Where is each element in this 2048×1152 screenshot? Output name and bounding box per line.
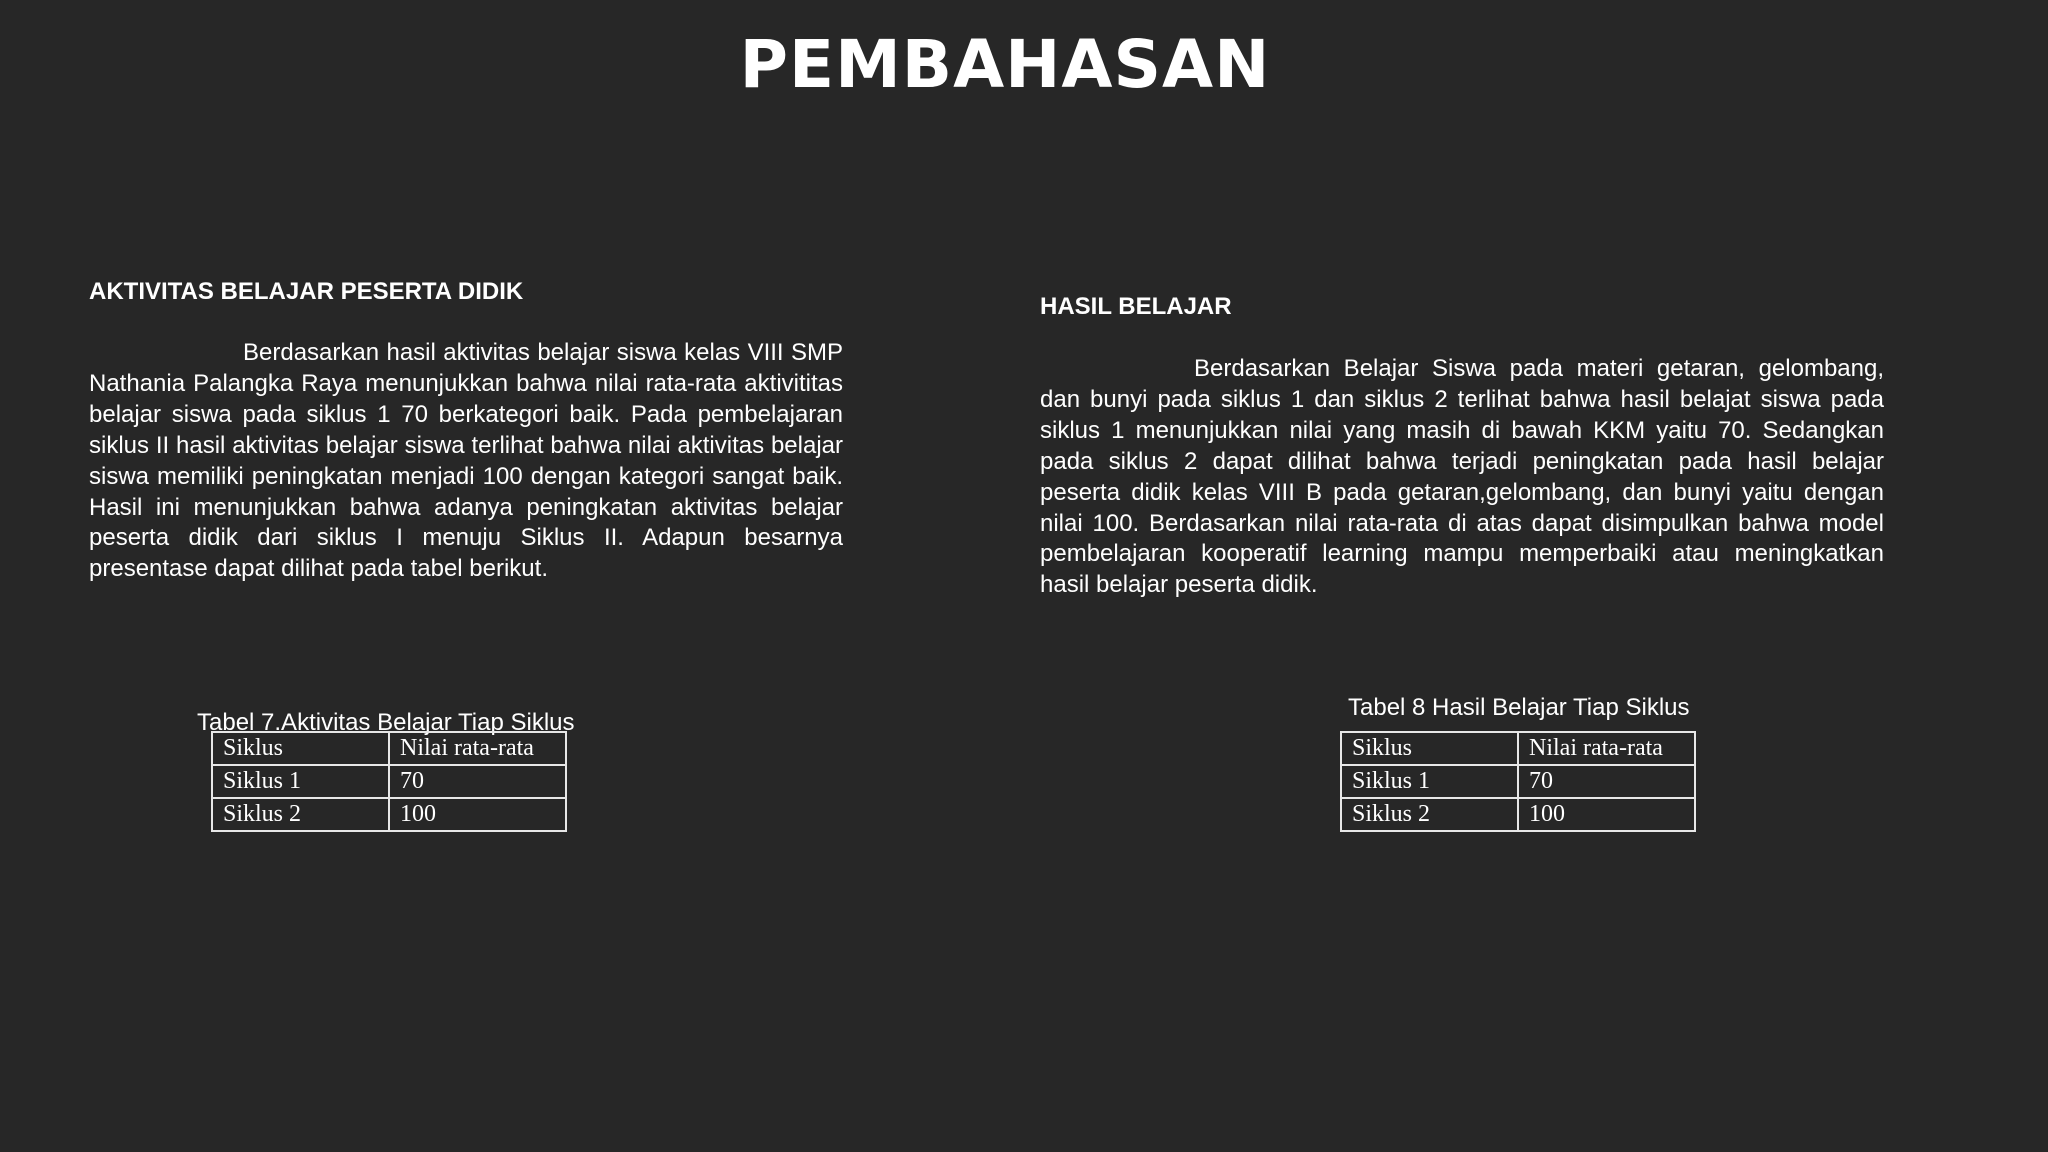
slide-title: PEMBAHASAN [739,26,1271,103]
left-section-heading: AKTIVITAS BELAJAR PESERTA DIDIK [89,278,524,305]
table-header-cell: Siklus [1341,732,1518,765]
right-table-caption: Tabel 8 Hasil Belajar Tiap Siklus [1348,694,1690,721]
table-row [1341,798,1695,831]
table-cell: Siklus 1 [1341,765,1518,798]
table-header-row [212,732,566,765]
table-header-cell: Nilai rata-rata [1518,732,1695,765]
table-cell: 70 [389,765,566,798]
left-data-table [211,731,567,832]
table-header-row [1341,732,1695,765]
table-header-cell: Nilai rata-rata [389,732,566,765]
table-row [212,765,566,798]
table-cell: 70 [1518,765,1695,798]
right-section-heading: HASIL BELAJAR [1040,293,1232,320]
table-cell: 100 [1518,798,1695,831]
right-section-paragraph: Berdasarkan Belajar Siswa pada materi getaran, gelombang, dan bunyi pada siklus 1 dan siklus 2 terlihat bahwa hasil belajat siswa pada siklus 1 menunjukkan nilai yang masih di bawah KKM yaitu 70. Sedangkan pada siklus 2 dapat dilihat bahwa terjadi peningkatan pada hasil belajar peserta didik kelas VIII B pada getaran,gelombang, dan bunyi yaitu dengan nilai 100. Berdasarkan nilai rata-rata di atas dapat disimpulkan bahwa model pembelajaran kooperatif learning mampu memperbaiki atau meningkatkan hasil belajar peserta didik. [1040,355,1884,599]
table-row [212,798,566,831]
table-cell: 100 [389,798,566,831]
left-table-caption: Tabel 7.Aktivitas Belajar Tiap Siklus [197,709,575,736]
right-data-table [1340,731,1696,832]
table-cell: Siklus 2 [1341,798,1518,831]
left-section-paragraph: Berdasarkan hasil aktivitas belajar siswa kelas VIII SMP Nathania Palangka Raya menunjukkan bahwa nilai rata-rata aktivititas belajar siswa pada siklus 1 70 berkategori baik. Pada pembelajaran siklus II hasil aktivitas belajar siswa terlihat bahwa nilai aktivitas belajar siswa memiliki peningkatan menjadi 100 dengan kategori sangat baik. Hasil ini menunjukkan bahwa adanya peningkatan aktivitas belajar peserta didik dari siklus I menuju Siklus II. Adapun besarnya presentase dapat dilihat pada tabel berikut. [89,339,843,583]
table-row [1341,765,1695,798]
table-header-cell: Siklus [212,732,389,765]
table-cell: Siklus 1 [212,765,389,798]
table-cell: Siklus 2 [212,798,389,831]
